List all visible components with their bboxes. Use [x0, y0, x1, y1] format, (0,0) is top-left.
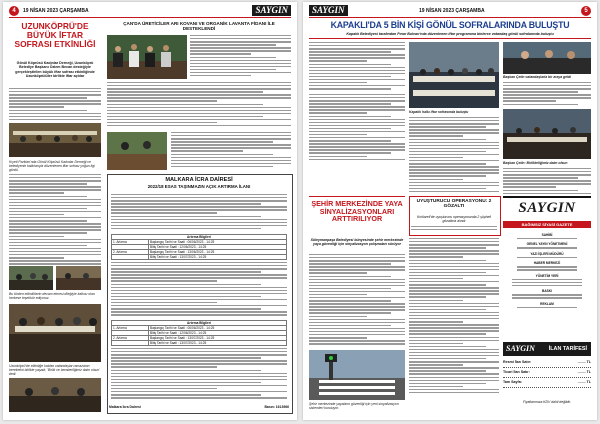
masthead-logo: SAYGIN [518, 200, 576, 216]
lead-body-col-1b [309, 94, 405, 162]
notice-table-1 [111, 234, 287, 260]
iftar-photo-caption: Kıyeti Parkları'nda Gönül Köprüsü Kadınlar Derneği ve belediyenin katkılarıyla düzenlenen iftar sofrası yoğun ilgi gördü. [9, 160, 95, 173]
tariff-footer: Fiyatlarımıza KDV dahil değildir. [522, 400, 572, 404]
tariff-rows [503, 358, 591, 388]
table-cell-label [112, 341, 149, 346]
uretici-photo [107, 35, 187, 79]
lead-body-col-1 [309, 42, 405, 91]
lead-rule [309, 38, 591, 39]
lead-caption-a: Başkan Çetin vatandaşlarla bir araya geldi [503, 75, 572, 79]
iftar-photo-3 [56, 266, 101, 290]
notice-footer-left: Malkara İcra Dairesi [109, 405, 141, 409]
table-cell-label: 2. Artırma [112, 250, 149, 255]
table-cell-value: Başlangıç Tarihi ve Saati : 13/07/2023 - 14:25 [149, 336, 287, 341]
table-cell-label: 2. Artırma [112, 336, 149, 341]
table-cell-value: Bitiş Tarihi ve Saati : 13/07/2023 - 14:25 [149, 255, 287, 260]
credit-label: BASKI [542, 289, 552, 294]
credit-value [517, 238, 577, 239]
tariff-header [503, 342, 591, 356]
sehir-headline: ŞEHİR MERKEZİNDE YAYA SİNYALİZASYONLARI ARTTIRILIYOR [311, 199, 403, 224]
tariff-row: Tam Sayfa: ........ TL [503, 378, 591, 388]
uyusturucu-body-text-2 [409, 238, 499, 395]
right-running-header [309, 5, 591, 18]
masthead-credits [503, 231, 591, 310]
page-number: 5 [581, 6, 591, 16]
iftar-photo-4 [9, 304, 101, 362]
lead-photo-2 [503, 42, 591, 74]
notice-table-2-header: Artırma Bilgileri [112, 321, 287, 326]
lead-headline: KAPAKLI'DA 5 BİN KİŞİ GÖNÜL SOFRALARINDA BULUŞTU [330, 20, 570, 30]
iftar-photo-2 [9, 266, 53, 290]
tariff-row: Ticari İlan Satır: ........ TL [503, 368, 591, 378]
credit-label: SAHİBİ [541, 233, 553, 237]
iftar-lede: Gönül Köprüsü Kadınlar Derneği, Uzunköprü Belediye Başkanı Özlem Becan desteğiyle gerçekleştirilen büyük iftar sofrası etkinliğinde Uzunköprülüler birlikte iftar açtılar [15, 61, 95, 79]
masthead-tagline: BAĞIMSIZ SİYASİ GAZETE [503, 221, 591, 228]
sehir-rule [309, 196, 405, 197]
lead-body-col-3 [503, 82, 591, 107]
table-cell-value: Başlangıç Tarihi ve Saati : 06/06/2023 - 14:25 [149, 326, 287, 331]
iftar-body-text [9, 88, 101, 122]
lead-photo-main [409, 42, 499, 108]
notice-title-2: 2022/18 ESAS TAŞINMAZIN AÇIK ARTIRMA İLANI [147, 184, 251, 189]
iftar-photo-5 [9, 378, 101, 412]
lead-photo-3 [503, 109, 591, 159]
credit-label: REKLAM [540, 301, 554, 306]
page-date: 19 NİSAN 2023 ÇARŞAMBA [419, 8, 485, 14]
uyusturucu-lede: Kırklareli'de uyuşturucu operasyonunda 2 şüpheli gözaltına alındı [417, 215, 491, 224]
table-cell-value: Bitiş Tarihi ve Saati : 12/06/2023 - 14:25 [149, 245, 287, 250]
credit-value [512, 279, 582, 287]
lead-caption-c: Başkan Çetin: Birlikteliğimiz daim olsun [503, 161, 568, 165]
notice-footer [109, 405, 289, 409]
page-number: 4 [9, 6, 19, 16]
masthead-logo-block [503, 196, 591, 222]
uretici-headline: ÇAN'DA ÜRETİCİLER ARI KOVANI VE ORGANİK LAVANTA FİDANI İLE DESTEKLENDİ [123, 21, 275, 31]
lead-body-col-3b [503, 168, 591, 199]
notice-table-2 [111, 320, 287, 346]
sehir-caption: Şehir merkezinde yayaların güvenliği için yeni sinyalizasyon sistemleri kuruluyor. [309, 402, 399, 411]
left-running-header [9, 5, 291, 18]
lead-body-col-2 [409, 117, 499, 194]
uretici-body-text [190, 35, 291, 78]
lead-subhead: Kapaklı Belediyesi tarafından Pınar Bulvarı'nda düzenlenen iftar programına binlerce vatandaş gönül sofralarında buluştu [346, 32, 554, 36]
iftar-photo-1 [9, 123, 101, 157]
notice-title-1: MALKARA İCRA DAİRESİ [165, 177, 233, 183]
credit-label: GENEL YAYIN YÖNETMENİ [526, 242, 568, 247]
sehir-lede: Süleymanpaşa Belediyesi bünyesinde şehir merkezinde yaya güvenliği için sinyalizasyon çalışmaları sürüyor [310, 238, 404, 247]
credit-label: YÖNETİM YERİ [535, 273, 559, 278]
tariff-title: İLAN TARİFESİ [548, 346, 587, 352]
table-cell-value: Bitiş Tarihi ve Saati : 12/06/2023 - 14:25 [149, 331, 287, 336]
notice-table-1-header: Artırma Bilgileri [112, 235, 287, 240]
sehir-photo [309, 350, 405, 400]
uyusturucu-headline: UYUŞTURUCU OPERASYONU: 2 GÖZALTI [416, 199, 492, 210]
credit-value [517, 257, 577, 258]
uretici-photo-2 [107, 132, 167, 170]
table-cell-label: 1. Artırma [112, 240, 149, 245]
credit-label: HABER MERKEZİ [533, 261, 561, 266]
notice-body-text [111, 194, 287, 231]
lead-caption-b: Kapaklı halkı iftar sofrasında buluştu [409, 110, 469, 114]
sehir-body-text [309, 254, 405, 346]
credit-value [517, 247, 577, 248]
iftar-caption-2: Bu türden etkinliklerin devam etmesi dileğiyle katkısı olan herkese teşekkür ediyoruz. [9, 292, 95, 301]
tariff-row: Resmi İlan Satır: ........ TL [503, 358, 591, 368]
table-cell-value: Başlangıç Tarihi ve Saati : 06/06/2023 - 14:25 [149, 240, 287, 245]
table-cell-value: Bitiş Tarihi ve Saati : 13/07/2023 - 14:25 [149, 341, 287, 346]
credit-value [517, 307, 577, 308]
iftar-body-text-2 [9, 174, 101, 266]
left-page [3, 2, 297, 420]
logo: SAYGIN [252, 5, 291, 16]
table-cell-label [112, 255, 149, 260]
credit-value [512, 294, 582, 298]
table-cell-value: Başlangıç Tarihi ve Saati : 13/06/2023 - 14:25 [149, 250, 287, 255]
notice-footer-right: Basın: 1613966 [264, 405, 289, 409]
uretici-body-text-3 [171, 132, 291, 169]
notice-body-text-3 [111, 348, 287, 400]
tariff-logo: SAYGIN [506, 344, 535, 353]
uretici-body-text-2 [107, 82, 291, 128]
uyusturucu-body-text [411, 226, 497, 232]
notice-body-text-2 [111, 262, 287, 317]
logo: SAYGIN [309, 5, 348, 16]
table-cell-label: 1. Artırma [112, 326, 149, 331]
right-page [303, 2, 597, 420]
credit-label: YAZI İŞLERİ MÜDÜRÜ [530, 251, 564, 256]
iftar-headline: UZUNKÖPRÜ'DE BÜYÜK İFTAR SOFRASI ETKİNLİĞİ [14, 21, 96, 49]
iftar-caption-3: Uzunköprü'de etkinliğe katılan vatandaşlar ramazanın bereketini birlikte yaşadı, 'Birlik ve beraberliğimiz daim olsun' dedi. [9, 364, 100, 377]
credit-value [517, 266, 577, 270]
page-date: 19 NİSAN 2023 ÇARŞAMBA [23, 8, 89, 14]
